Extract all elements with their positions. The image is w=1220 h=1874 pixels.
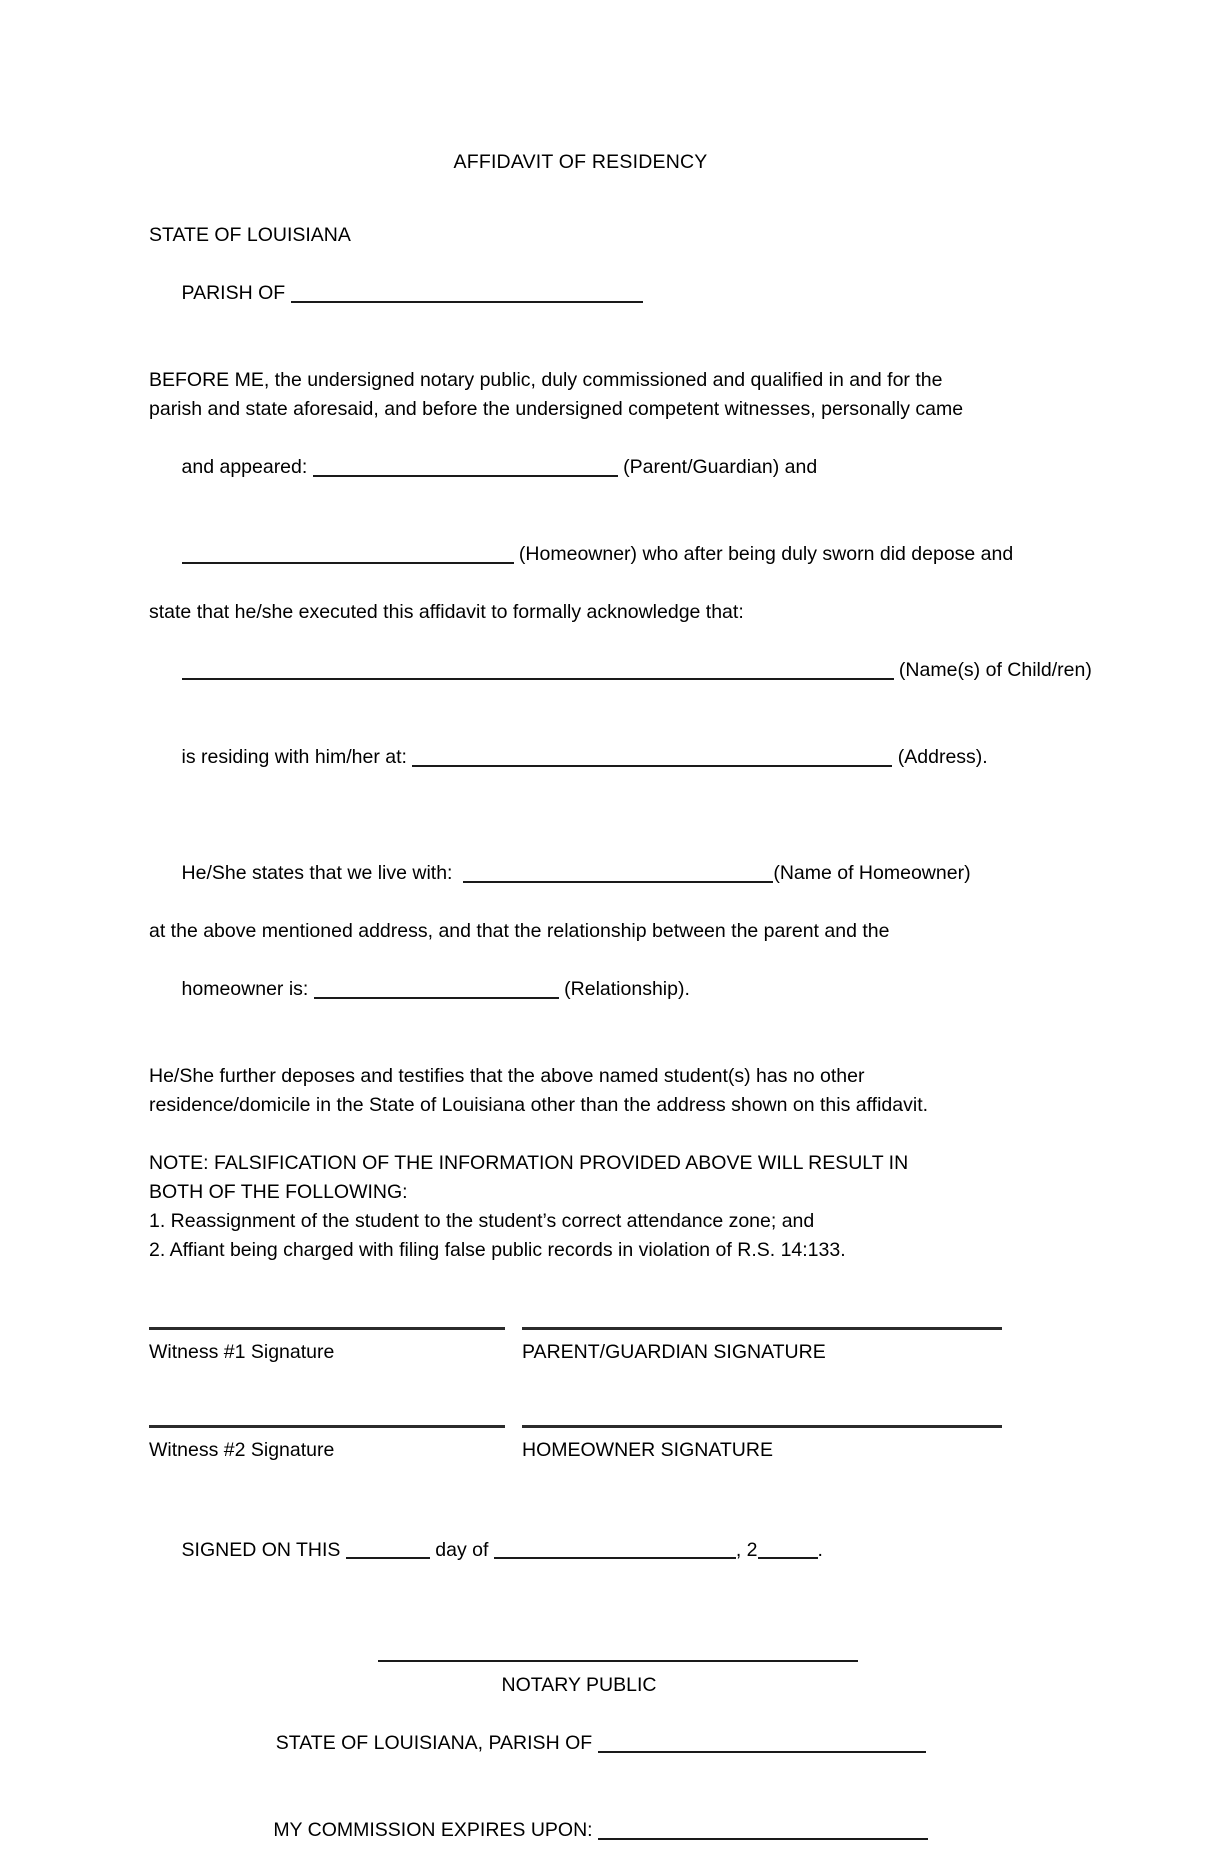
homeowner-suffix: (Homeowner) who after being duly sworn did depose and: [513, 543, 1014, 565]
residing-label: is residing with him/her at:: [181, 746, 413, 768]
appeared-parent-line: [149, 424, 1094, 511]
parent-signature-label: PARENT/GUARDIAN SIGNATURE: [522, 1341, 826, 1363]
signature-row-1: [149, 1327, 1094, 1365]
homeowner-name-blank-field[interactable]: [463, 862, 773, 883]
witness2-signature-label: Witness #2 Signature: [149, 1439, 335, 1461]
spacer: [149, 1365, 1094, 1425]
spacer: [149, 1033, 1094, 1062]
note-line-1: NOTE: FALSIFICATION OF THE INFORMATION PROVIDED ABOVE WILL RESULT IN: [149, 1152, 909, 1174]
document-body: [149, 148, 1094, 1874]
homeowner-name-suffix: (Name of Homeowner): [773, 862, 971, 884]
live-with-line: [149, 830, 1094, 917]
note-line-2: BOTH OF THE FOLLOWING:: [149, 1181, 408, 1203]
before-me-line-2: parish and state aforesaid, and before the undersigned competent witnesses, personally came: [149, 398, 964, 420]
parent-guardian-blank-field[interactable]: [313, 456, 618, 477]
witness1-signature-field[interactable]: [149, 1327, 505, 1365]
children-names-suffix: (Name(s) of Child/ren): [893, 659, 1092, 681]
witness2-signature-rule: [149, 1425, 505, 1428]
notary-commission-line: [149, 1787, 1094, 1874]
parent-signature-field[interactable]: [522, 1327, 1002, 1365]
parent-signature-rule: [522, 1327, 1002, 1330]
signed-period: .: [817, 1539, 823, 1561]
notary-signature-rule[interactable]: [378, 1660, 858, 1662]
notary-expires-blank-field[interactable]: [598, 1819, 928, 1840]
parent-guardian-suffix: (Parent/Guardian) and: [617, 456, 818, 478]
spacer: [149, 1120, 1094, 1149]
note-item-2: 2. Affiant being charged with filing false public records in violation of R.S. 14:133.: [149, 1239, 846, 1261]
deposes-line-2: residence/domicile in the State of Louisiana other than the address shown on this affidavit.: [149, 1094, 929, 1116]
signed-year-blank-field[interactable]: [758, 1538, 818, 1559]
appeared-label: and appeared:: [181, 456, 313, 478]
state-heading: STATE OF LOUISIANA: [149, 224, 351, 246]
signature-block: [149, 1327, 1094, 1463]
spacer: [149, 337, 1094, 366]
year-prefix: , 2: [735, 1539, 758, 1561]
signed-month-blank-field[interactable]: [494, 1538, 736, 1559]
homeowner-signature-label: HOMEOWNER SIGNATURE: [522, 1439, 773, 1461]
notary-state-parish-label: STATE OF LOUISIANA, PARISH OF: [275, 1732, 598, 1754]
children-names-line: [149, 627, 1094, 714]
spacer: [149, 801, 1094, 830]
children-names-blank-field[interactable]: [182, 659, 894, 680]
relationship-context-line: at the above mentioned address, and that the relationship between the parent and the: [149, 920, 890, 942]
page-title: AFFIDAVIT OF RESIDENCY: [453, 151, 708, 173]
relationship-blank-field[interactable]: [314, 978, 559, 999]
signature-row-2: [149, 1425, 1094, 1463]
before-me-line-1: BEFORE ME, the undersigned notary public, duly commissioned and qualified in and for the: [149, 369, 943, 391]
day-of-label: day of: [429, 1539, 494, 1561]
relationship-label: homeowner is:: [181, 978, 314, 1000]
parish-blank-field[interactable]: [291, 282, 643, 303]
homeowner-signature-rule: [522, 1425, 1002, 1428]
signed-on-label: SIGNED ON THIS: [181, 1539, 346, 1561]
relationship-line: [149, 946, 1094, 1033]
deposes-line-1: He/She further deposes and testifies that the above named student(s) has no other: [149, 1065, 865, 1087]
notary-public-label: NOTARY PUBLIC: [501, 1674, 657, 1696]
notary-block: [149, 1660, 1094, 1874]
relationship-suffix: (Relationship).: [558, 978, 690, 1000]
parish-of-line: [149, 250, 1094, 337]
residing-address-line: [149, 714, 1094, 801]
address-blank-field[interactable]: [412, 746, 892, 767]
witness1-signature-label: Witness #1 Signature: [149, 1341, 335, 1363]
witness1-signature-rule: [149, 1327, 505, 1330]
homeowner-blank-field[interactable]: [182, 543, 514, 564]
acknowledge-line: state that he/she executed this affidavit to formally acknowledge that:: [149, 601, 744, 623]
notary-state-parish-line: [149, 1700, 1094, 1787]
homeowner-signature-field[interactable]: [522, 1425, 1002, 1463]
witness2-signature-field[interactable]: [149, 1425, 505, 1463]
homeowner-line: [149, 511, 1094, 598]
address-suffix: (Address).: [892, 746, 988, 768]
live-with-label: He/She states that we live with:: [181, 862, 464, 884]
notary-commission-label: MY COMMISSION EXPIRES UPON:: [273, 1819, 599, 1841]
parish-of-label: PARISH OF: [181, 282, 291, 304]
note-item-1: 1. Reassignment of the student to the student’s correct attendance zone; and: [149, 1210, 815, 1232]
signed-day-blank-field[interactable]: [346, 1538, 430, 1559]
signed-on-line: [149, 1507, 1094, 1594]
notary-parish-blank-field[interactable]: [598, 1732, 926, 1753]
